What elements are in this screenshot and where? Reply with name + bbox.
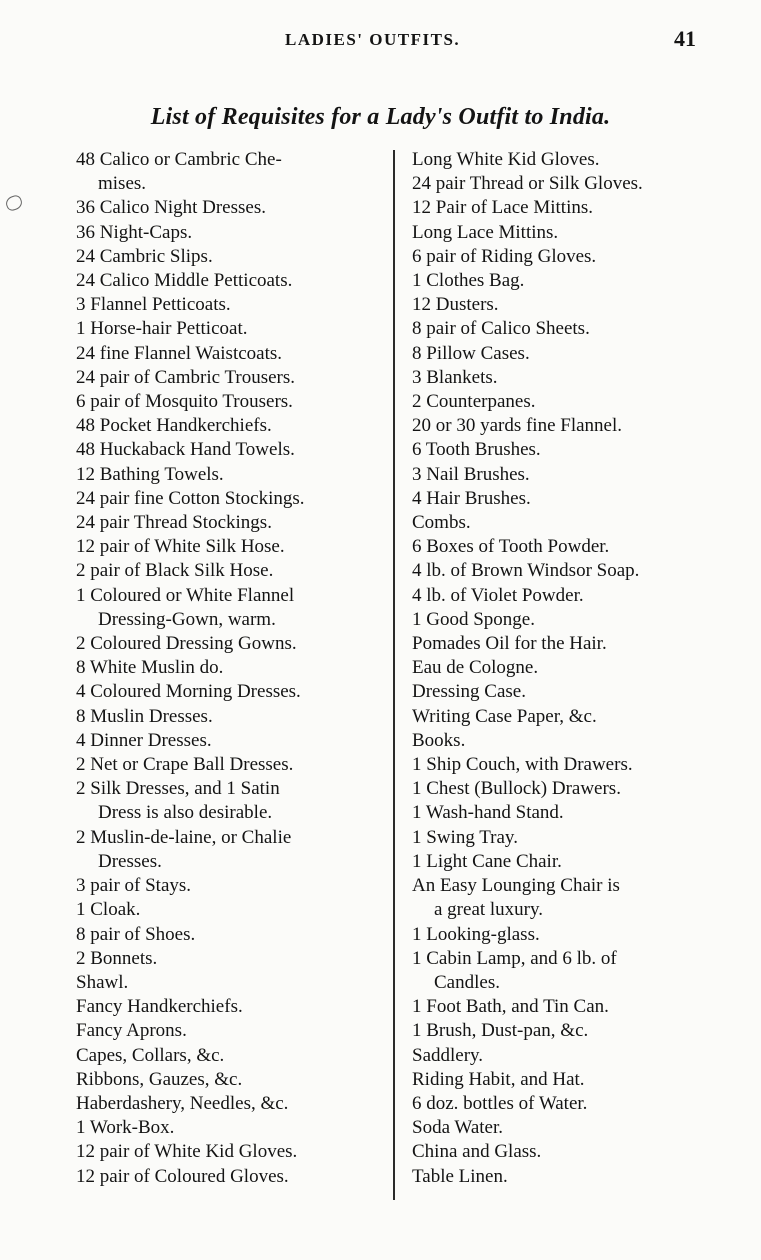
list-item — [76, 874, 382, 898]
item-text: China and Glass. — [412, 1141, 542, 1163]
list-item — [76, 680, 382, 704]
item-text: 12 Bathing Towels. — [76, 463, 224, 485]
item-text-continued: mises. — [98, 173, 147, 195]
item-text: Fancy Handkerchiefs. — [76, 996, 243, 1018]
item-text: 12 pair of Coloured Gloves. — [76, 1165, 289, 1187]
item-text: 36 Calico Night Dresses. — [76, 197, 266, 219]
item-text: 4 Hair Brushes. — [412, 487, 531, 509]
item-text: 8 pair of Shoes. — [76, 923, 196, 945]
list-item — [412, 995, 712, 1019]
item-text: Fancy Aprons. — [76, 1020, 187, 1042]
list-item — [412, 366, 712, 390]
list-item — [412, 342, 712, 366]
list-item — [76, 995, 382, 1019]
list-item — [76, 1019, 382, 1043]
list-item — [412, 1019, 712, 1043]
list-item — [412, 608, 712, 632]
item-text: 20 or 30 yards fine Flannel. — [412, 415, 623, 437]
list-item — [76, 898, 382, 922]
list-item — [76, 463, 382, 487]
list-item — [76, 777, 382, 825]
list-item — [412, 245, 712, 269]
item-text: 3 Nail Brushes. — [412, 463, 530, 485]
item-text: 1 Looking-glass. — [412, 923, 540, 945]
item-text: 24 Cambric Slips. — [76, 245, 213, 267]
margin-mark — [4, 194, 24, 213]
item-text: Pomades Oil for the Hair. — [412, 633, 607, 655]
item-text: 6 doz. bottles of Water. — [412, 1092, 588, 1114]
item-text-continued: Candles. — [434, 971, 500, 993]
list-item — [76, 390, 382, 414]
item-text: 48 Pocket Handkerchiefs. — [76, 415, 272, 437]
list-item — [76, 656, 382, 680]
list-item — [76, 753, 382, 777]
list-item — [76, 342, 382, 366]
item-text: Ribbons, Gauzes, &c. — [76, 1068, 243, 1090]
running-head: LADIES' OUTFITS. — [285, 30, 461, 49]
list-item — [412, 511, 712, 535]
list-item — [412, 656, 712, 680]
item-text: Shawl. — [76, 971, 129, 993]
list-item — [412, 632, 712, 656]
item-text: 1 Coloured or White Flannel — [76, 584, 295, 606]
list-item — [76, 947, 382, 971]
list-item — [76, 1068, 382, 1092]
list-title: List of Requisites for a Lady's Outfit to India. — [150, 104, 611, 130]
list-item — [76, 559, 382, 583]
item-text: 2 Silk Dresses, and 1 Satin — [76, 778, 280, 800]
list-item — [76, 317, 382, 341]
item-text-continued: Dress is also desirable. — [98, 802, 273, 824]
list-item — [76, 245, 382, 269]
list-item — [76, 729, 382, 753]
item-text: 24 fine Flannel Waistcoats. — [76, 342, 283, 364]
item-text: Soda Water. — [412, 1117, 503, 1139]
item-text: Writing Case Paper, &c. — [412, 705, 597, 727]
item-text: 4 Dinner Dresses. — [76, 729, 212, 751]
list-item — [76, 1044, 382, 1068]
item-text: 24 pair Thread Stockings. — [76, 512, 272, 534]
list-item — [76, 148, 382, 196]
list-item — [412, 269, 712, 293]
list-item — [412, 850, 712, 874]
item-text: 8 Muslin Dresses. — [76, 705, 213, 727]
item-text-continued: Dressing-Gown, warm. — [98, 608, 276, 630]
list-item — [412, 559, 712, 583]
item-text: 1 Good Sponge. — [412, 608, 535, 630]
list-item — [412, 1140, 712, 1164]
list-item — [412, 1116, 712, 1140]
item-text: Table Linen. — [412, 1165, 508, 1187]
item-text: 1 Brush, Dust-pan, &c. — [412, 1020, 589, 1042]
item-text: Eau de Cologne. — [412, 657, 539, 679]
list-item — [76, 438, 382, 462]
list-item — [76, 414, 382, 438]
list-item — [412, 874, 712, 922]
item-text: 3 Blankets. — [412, 366, 498, 388]
list-item — [76, 1116, 382, 1140]
item-text: 3 pair of Stays. — [76, 875, 192, 897]
list-item — [412, 801, 712, 825]
item-text: Long Lace Mittins. — [412, 221, 559, 243]
list-item — [76, 971, 382, 995]
list-item — [76, 511, 382, 535]
list-item — [412, 705, 712, 729]
list-item — [412, 463, 712, 487]
item-text: An Easy Lounging Chair is — [412, 875, 620, 897]
item-text: 48 Huckaback Hand Towels. — [76, 439, 295, 461]
list-item — [412, 487, 712, 511]
page-header — [0, 26, 761, 56]
item-text: 1 Cabin Lamp, and 6 lb. of — [412, 947, 617, 969]
list-item — [412, 584, 712, 608]
list-item — [76, 221, 382, 245]
item-text-continued: a great luxury. — [434, 899, 544, 921]
item-text: 1 Chest (Bullock) Drawers. — [412, 778, 621, 800]
item-text: 12 pair of White Silk Hose. — [76, 536, 285, 558]
list-item — [412, 1165, 712, 1189]
item-text: 8 White Muslin do. — [76, 657, 224, 679]
item-text: Dressing Case. — [412, 681, 526, 703]
item-text: 2 Muslin-de-laine, or Chalie — [76, 826, 292, 848]
list-item — [76, 1092, 382, 1116]
item-text: 4 lb. of Brown Windsor Soap. — [412, 560, 640, 582]
list-item — [76, 826, 382, 874]
list-item — [76, 196, 382, 220]
item-text: 8 pair of Calico Sheets. — [412, 318, 590, 340]
item-text: 12 Pair of Lace Mittins. — [412, 197, 593, 219]
list-item — [76, 1165, 382, 1189]
item-text: Haberdashery, Needles, &c. — [76, 1092, 289, 1114]
list-item — [412, 753, 712, 777]
list-item — [412, 947, 712, 995]
list-item — [412, 777, 712, 801]
list-item — [412, 1068, 712, 1092]
item-text: 24 pair Thread or Silk Gloves. — [412, 173, 643, 195]
item-text: 24 pair of Cambric Trousers. — [76, 366, 296, 388]
page-number: 41 — [674, 26, 696, 51]
item-text: 6 Tooth Brushes. — [412, 439, 541, 461]
list-item — [412, 1092, 712, 1116]
item-text: 1 Foot Bath, and Tin Can. — [412, 996, 609, 1018]
item-text: 2 Coloured Dressing Gowns. — [76, 633, 297, 655]
item-text: 2 Net or Crape Ball Dresses. — [76, 754, 294, 776]
list-item — [76, 1140, 382, 1164]
item-text: Long White Kid Gloves. — [412, 149, 600, 170]
column-divider — [393, 150, 395, 1200]
item-text: 6 Boxes of Tooth Powder. — [412, 536, 610, 558]
item-text: 1 Clothes Bag. — [412, 270, 525, 292]
item-text: Capes, Collars, &c. — [76, 1044, 225, 1066]
list-item — [412, 196, 712, 220]
list-item — [76, 632, 382, 656]
list-item — [412, 680, 712, 704]
item-text: 12 pair of White Kid Gloves. — [76, 1141, 298, 1163]
item-text: 2 pair of Black Silk Hose. — [76, 560, 274, 582]
item-text: 1 Swing Tray. — [412, 826, 518, 848]
list-item — [412, 535, 712, 559]
list-item — [76, 923, 382, 947]
list-item — [76, 487, 382, 511]
item-text: 4 lb. of Violet Powder. — [412, 584, 584, 606]
list-item — [76, 705, 382, 729]
item-text: Combs. — [412, 512, 471, 534]
item-text: 1 Work-Box. — [76, 1117, 175, 1139]
list-item — [412, 438, 712, 462]
right-column — [412, 148, 712, 1189]
item-text-continued: Dresses. — [98, 850, 162, 872]
item-text: Saddlery. — [412, 1044, 484, 1066]
list-item — [76, 584, 382, 632]
list-item — [76, 293, 382, 317]
list-item — [412, 221, 712, 245]
list-item — [76, 366, 382, 390]
item-text: Books. — [412, 729, 466, 751]
list-item — [412, 317, 712, 341]
item-text: 1 Ship Couch, with Drawers. — [412, 754, 633, 776]
list-item — [412, 293, 712, 317]
list-item — [412, 172, 712, 196]
item-text: 4 Coloured Morning Dresses. — [76, 681, 301, 703]
item-text: 6 pair of Riding Gloves. — [412, 245, 597, 267]
list-item — [412, 923, 712, 947]
list-item — [76, 269, 382, 293]
item-text: 36 Night-Caps. — [76, 221, 193, 243]
item-text: 3 Flannel Petticoats. — [76, 294, 231, 316]
item-text: 2 Counterpanes. — [412, 391, 536, 413]
list-item — [412, 390, 712, 414]
item-text: Riding Habit, and Hat. — [412, 1068, 585, 1090]
list-item — [412, 414, 712, 438]
item-text: 24 pair fine Cotton Stockings. — [76, 487, 305, 509]
item-text: 12 Dusters. — [412, 294, 499, 316]
item-text: 48 Calico or Cambric Che- — [76, 149, 282, 170]
list-item — [76, 535, 382, 559]
list-item — [412, 826, 712, 850]
list-item — [412, 729, 712, 753]
item-text: 1 Cloak. — [76, 899, 141, 921]
item-text: 24 Calico Middle Petticoats. — [76, 270, 293, 292]
item-text: 1 Wash-hand Stand. — [412, 802, 564, 824]
item-text: 8 Pillow Cases. — [412, 342, 530, 364]
item-text: 1 Light Cane Chair. — [412, 850, 562, 872]
item-text: 2 Bonnets. — [76, 947, 158, 969]
item-text: 6 pair of Mosquito Trousers. — [76, 391, 293, 413]
item-text: 1 Horse-hair Petticoat. — [76, 318, 248, 340]
list-item — [412, 1044, 712, 1068]
left-column — [76, 148, 382, 1189]
list-item — [412, 148, 712, 172]
